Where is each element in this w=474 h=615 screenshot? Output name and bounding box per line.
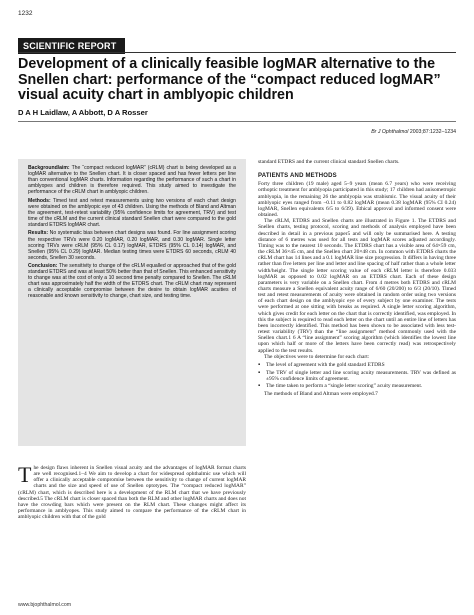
author-list: D A H Laidlaw, A Abbott, D A Rosser: [18, 108, 148, 117]
abstract-methods: [28, 198, 236, 228]
patients-paragraph: Forty three children (19 male) aged 5–9 years (mean 6.7 years) who were receiving orthoptic treatment for amblyopia participated in this study; 17 children had anisometropic amblyopia, in the remaining 26 the amblyopia was strabismic. The visual acuity of their amblyopic eyes ranged from −0.11 to 0.82 logMAR (mean 0.38 logMAR (95% CI 0.24) logMAR, Snellen equivalents 6/5 to 6/39). Ethical approval and informed consent were obtained.: [258, 181, 456, 219]
closing-sentence: The methods of Bland and Altman were employed.7: [264, 391, 378, 398]
section-heading-patients-methods: PATIENTS AND METHODS: [258, 173, 337, 180]
header-rule: [18, 52, 456, 53]
introduction-text: he design flaws inherent in Snellen visual acuity and the advantages of logMAR format charts are well recognised.1–4 We aim to develop a chart for widespread ophthalmic use which will offer a clinically acceptable compromise between the sensitivity to change of current logMAR charts and the size and speed of use of Snellen optotypes. The “compact reduced logMAR” (cRLM) chart, which is described here is a development of the RLM chart that we have previously described.5 The cRLM chart is closer spaced than both the RLM and other logMAR charts and does not have the crowding bars which were present on the RLM chart. These changes might affect its performance in amblyopes. This study aimed to compare the performance of the cRLM chart in amblyopic children with that of the gold: [18, 465, 246, 521]
drop-cap: T: [18, 462, 32, 487]
article-title: Development of a clinically feasible logMAR alternative to the Snellen chart: performance of the “compact reduced logMAR” visual acuity chart in amblyopic children: [18, 56, 441, 104]
abstract-conclusion-text: The sensitivity to change of the cRLM equalled or approached that of the gold standard ETDRS and was at least 50% better than that of Snellen. This enhanced sensitivity to change was at the cost of only a 10 second time penalty compared to Snellen. The cRLM chart was approximately half the width of the ETDRS chart. The cRLM chart may represent a clinically acceptable compromise between the desire to obtain logMAR acuities of reasonable and known sensitivity to change, chart size, and testing time.: [28, 263, 236, 300]
abstract-background-label: Background/aim:: [28, 165, 70, 171]
citation-details: 2003;87:1232–1234: [408, 129, 456, 135]
citation: [371, 129, 456, 135]
abstract-conclusion: [28, 263, 236, 299]
introduction-paragraph: [18, 462, 246, 521]
author-rule: [18, 121, 456, 122]
footer-url: www.bjophthalmol.com: [18, 602, 72, 608]
abstract-methods-text: Timed test and retest measurements using two versions of each chart design were obtained on the amblyopic eye of 43 children. Using the methods of Bland and Altman the agreement, test-retest variability (95% confidence limits for agreement, TRV) and test time of the cRLM and the current clinical standard Snellen chart were compared to the gold standard ETDRS logMAR chart.: [28, 197, 236, 228]
abstract-box: [18, 159, 246, 446]
objective-item: ▪ The TRV of single letter and line scoring acuity measurements. TRV was defined as ±95% confidence limits of agreement.: [258, 370, 456, 382]
section-banner: SCIENTIFIC REPORT: [18, 38, 125, 54]
abstract-results: [28, 230, 236, 260]
abstract-methods-label: Methods:: [28, 197, 51, 204]
objectives-intro: The objectives were to determine for each chart:: [264, 353, 370, 360]
page-number: 1232: [18, 10, 33, 17]
abstract-results-label: Results:: [28, 230, 49, 237]
abstract-background-text: The “compact reduced logMAR” (cRLM) chart is being developed as a logMAR alternative to the Snellen chart. It is closer spaced and has fewer letters per line than conventional logMAR charts. Information regarding the performance of such a chart in amblyopes and children is therefore required. This study aimed to investigate the performance of the cRLM chart in amblyopic children.: [28, 165, 236, 196]
objective-item: ▪ The level of agreement with the gold standard ETDRS: [258, 362, 456, 368]
abstract-results-text: No systematic bias between chart designs was found. For line assignment scoring the respective TRVs were 0.20 logMAR, 0.20 logMAR, and 0.30 logMAR. Single letter scoring TRVs were cRLM (95% CL 0.17) logMAR, ETDRS (95% CL 0.14) logMAR, and Snellen (95% CL 0.29) logMAR. Median testing times were ETDRS 60 seconds, cRLM 40 seconds, Snellen 30 seconds.: [28, 230, 236, 261]
citation-journal: Br J Ophthalmol: [371, 129, 409, 135]
right-column: [258, 159, 456, 398]
objective-item: ▪ The time taken to perform a “single letter scoring” acuity measurement.: [258, 383, 456, 389]
objectives-list: [258, 362, 456, 390]
continuation-text: standard ETDRS and the current clinical standard Snellen charts.: [258, 159, 400, 165]
charts-paragraph: The cRLM, ETDRS and Snellen charts are illustrated in Figure 1. The ETDRS and Snellen charts, testing protocol, scoring and methods of analysis employed have been described in detail in a previous paper5 and will only be summarised here. A testing distance of 6 metres was used for all tests and logMAR scores adjusted accordingly. Timing was to the nearest 10 seconds. The ETDRS chart has a visible area of 64×59 cm, the cRLM 36×45 cm, and the Snellen chart 20×48 cm. In common with ETDRS charts the cRLM chart has 14 lines and a 0.1 logMAR line size progression. It differs in having three rather than five letters per line and letter and line spacing of half rather than a whole letter width/height. The single letter scoring value of each cRLM letter is therefore 0.033 logMAR as opposed to 0.02 logMAR on an ETDRS chart. Each of these design parameters is very variable on a Snellen chart. From 4 metres both ETDRS and cRLM charts measure a Snellen equivalent acuity range of 6/60 (20/200) to 6/3 (20/10). Timed test and retest measurements of acuity were obtained in random order using two versions of each chart design on the amblyopic eye of every subject by one examiner. The tests were performed at one sitting with breaks as required. A single letter scoring algorithm, which gives credit for each letter on the chart that is correctly identified, was employed. In this the subject is required to read each letter on the chart until an entire line of letters has been incorrectly identified. This method has been shown to be associated with less test-retest variability (TRV) than the “line assignment” method commonly used with the Snellen chart.1 6 A “line assignment” scoring algorithm (which identifies the lowest line upon which half or more of the letters have been correctly read) was retrospectively applied to the test results.: [258, 218, 456, 354]
abstract-conclusion-label: Conclusion:: [28, 263, 58, 270]
abstract-background: [28, 165, 236, 195]
